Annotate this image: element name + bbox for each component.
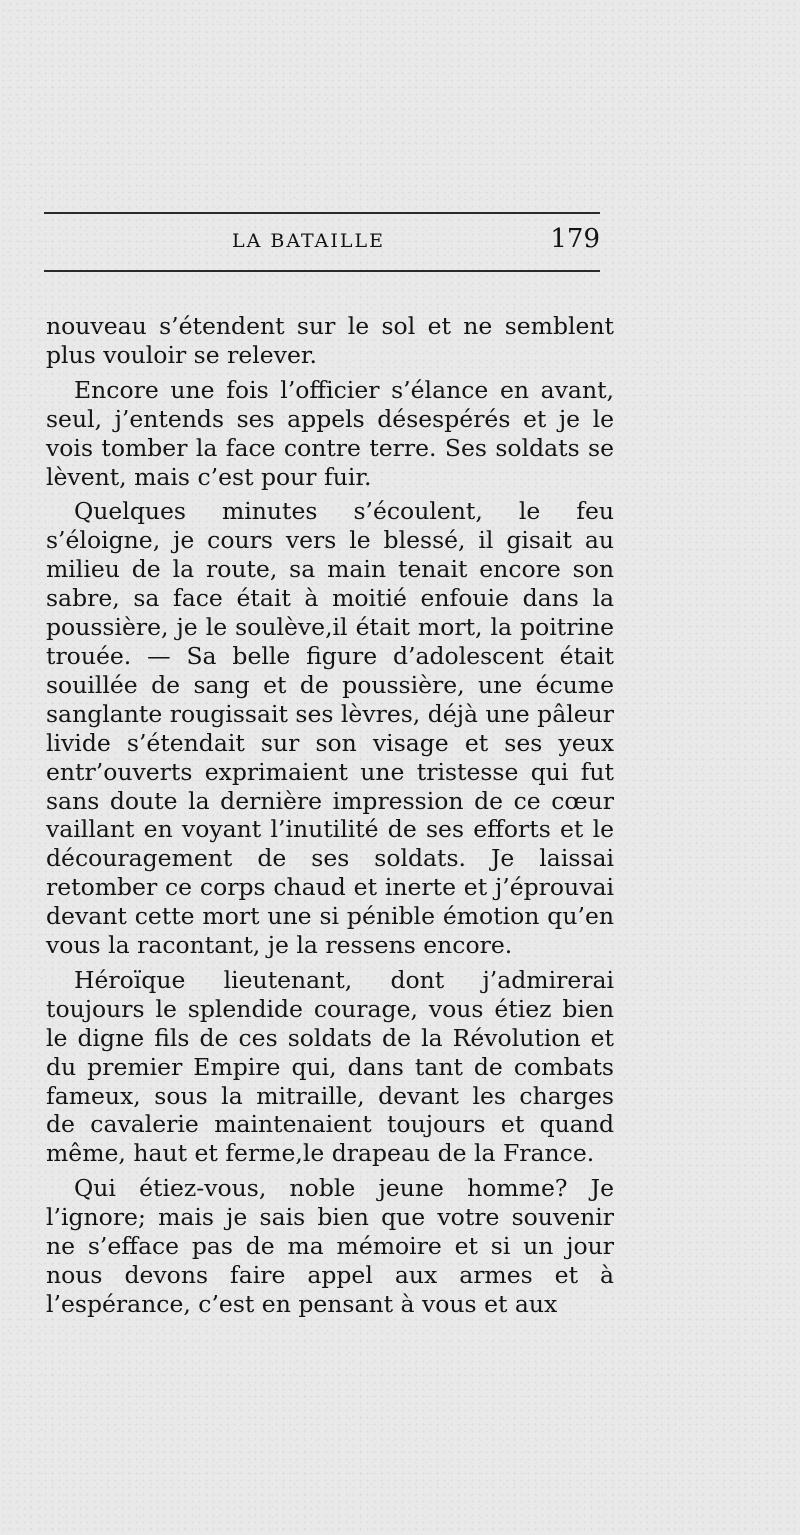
paragraph: Héroïque lieutenant, dont j’admirerai toujours le splendide courage, vous étiez bien le digne fils de ces soldats de la Révolution et du premier Empire qui, dans tant de combats fameux, sous la mitraille, devant les charges de cavalerie maintenaient toujours et quand même, haut et ferme,le drapeau de la France. xyxy=(46,965,614,1168)
running-title: LA BATAILLE xyxy=(232,230,385,252)
page-number: 179 xyxy=(550,224,600,254)
paragraph: Encore une fois l’officier s’élance en avant, seul, j’entends ses appels désespérés et je le vois tomber la face contre terre. Ses soldats se lèvent, mais c’est pour fuir. xyxy=(46,375,614,491)
paragraph-continued: nouveau s’étendent sur le sol et ne semblent plus vouloir se relever. xyxy=(46,312,614,369)
paragraph: Qui étiez-vous, noble jeune homme? Je l’ignore; mais je sais bien que votre souvenir ne s’efface pas de ma mémoire et si un jour nous devons faire appel aux armes et à l’espérance, c’est en pensant à vous et aux xyxy=(46,1174,614,1318)
header-bottom-rule xyxy=(44,270,600,272)
running-header xyxy=(44,222,600,262)
body-text xyxy=(46,312,614,1319)
header-top-rule xyxy=(44,212,600,214)
paragraph: Quelques minutes s’écoulent, le feu s’éloigne, je cours vers le blessé, il gisait au milieu de la route, sa main tenait encore son sabre, sa face était à moitié enfouie dans la poussière, je le soulève,il était mort, la poitrine trouée. — Sa belle figure d’adolescent était souillée de sang et de poussière, une écume sanglante rougissait ses lèvres, déjà une pâleur livide s’étendait sur son visage et ses yeux entr’ouverts exprimaient une tristesse qui fut sans doute la dernière impression de ce cœur vaillant en voyant l’inutilité de ses efforts et le découragement de ses soldats. Je laissai retomber ce corps chaud et inerte et j’éprouvai devant cette mort une si pénible émotion qu’en vous la racontant, je la ressens encore. xyxy=(46,497,614,960)
